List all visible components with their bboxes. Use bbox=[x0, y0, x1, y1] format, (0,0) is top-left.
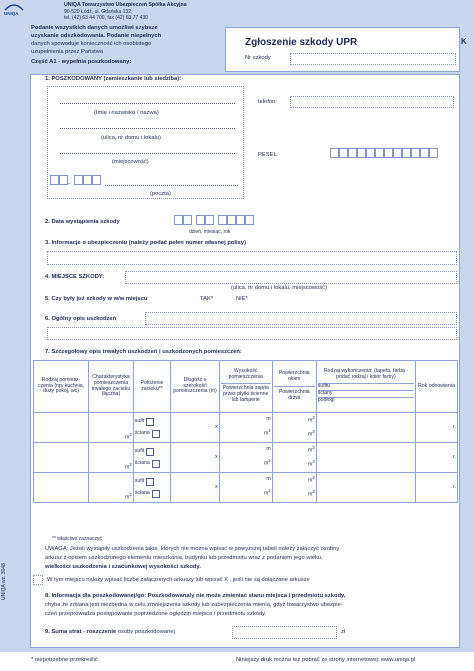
room-cell[interactable] bbox=[34, 443, 89, 473]
phone-label: telefon: bbox=[258, 99, 278, 105]
company-name: UNIQA Towarzystwo Ubezpieczeń Spółka Akcyjna bbox=[64, 2, 187, 8]
warning-line-3: wielkości uszkodzenia i szacunkowej wysokości szkody. bbox=[45, 564, 201, 570]
attachments-count-field[interactable] bbox=[33, 575, 43, 585]
date-field[interactable] bbox=[174, 215, 254, 227]
wall-checkbox[interactable] bbox=[152, 490, 160, 498]
title-box bbox=[225, 27, 460, 72]
size-cell[interactable]: x bbox=[171, 413, 220, 443]
ceiling-checkbox[interactable] bbox=[146, 478, 154, 486]
size-cell[interactable]: x bbox=[171, 473, 220, 503]
col-finish-walls: ściany bbox=[318, 391, 414, 398]
nature-cell[interactable]: $m^2$ bbox=[89, 443, 134, 473]
col-area-wall: Powierzchnia zajęta przez płytki ścienne lub lamperie bbox=[222, 385, 269, 403]
col-finish-title: Rodzaj wykończenia: (tapeta, farba - podać rodzaj i kolor farby) bbox=[318, 369, 414, 384]
loss-amount-field[interactable] bbox=[232, 626, 337, 639]
size-cell[interactable]: x bbox=[171, 443, 220, 473]
post-hint: (poczta) bbox=[150, 191, 171, 197]
year-cell[interactable]: r. bbox=[416, 413, 458, 443]
col-room: Rodzaj pomiesz-czenia (np. kuchnia, duży pokój, wc) bbox=[34, 361, 89, 413]
claim-number-label: Nr szkody bbox=[245, 55, 271, 61]
window-cell[interactable]: $m^2$ $m^2$ bbox=[272, 473, 316, 503]
location-cell[interactable]: sufit ściana bbox=[133, 443, 170, 473]
col-size: Długość x szerokość pomieszczenia (m) bbox=[171, 361, 220, 413]
window-cell[interactable]: $m^2$ $m^2$ bbox=[272, 443, 316, 473]
form-title: Zgłoszenie szkody UPR bbox=[245, 37, 358, 48]
info-line-2: chyba że zmiana jest niezbędna w celu zmniejszenia szkody lub zabezpieczenia mienia, gdyż towarzystwo ubezpie- bbox=[45, 602, 343, 608]
claim-number-field[interactable] bbox=[290, 53, 456, 65]
postal-code-field[interactable]: - bbox=[50, 175, 101, 190]
year-cell[interactable]: r. bbox=[416, 443, 458, 473]
company-phone: tel. (42) 63 44 700, fax (42) 63 77 430 bbox=[64, 15, 148, 21]
section-4-label: 4. MIEJSCE SZKODY: bbox=[45, 274, 105, 280]
location-cell[interactable]: sufit ściana bbox=[133, 413, 170, 443]
table-footnote: ** właściwe zaznaczyć bbox=[52, 536, 103, 542]
ceiling-checkbox[interactable] bbox=[146, 448, 154, 456]
currency-label: zł bbox=[341, 629, 346, 635]
info-line-1: 8. Informacja dla poszkodowanej/go: Poszkodowana/y nie może zmieniać stanu miejsca i przedmiotu szkody, bbox=[45, 593, 346, 599]
company-address: 90-520 Łódź, ul. Gdańska 132, bbox=[64, 9, 133, 15]
finish-cell[interactable] bbox=[316, 413, 415, 443]
general-description-field-2[interactable] bbox=[47, 327, 457, 340]
footer-left: * niepotrzebne przekreślić bbox=[31, 657, 98, 663]
wall-checkbox[interactable] bbox=[152, 430, 160, 438]
section-3-label: 3. Informacje o ubezpieczeniu (należy podać pełen numer własnej polisy) bbox=[45, 240, 247, 246]
date-hint: dzień, miesiąc, rok bbox=[189, 229, 231, 235]
col-location: Położenie zacieku** bbox=[133, 361, 170, 413]
table-row bbox=[34, 443, 458, 473]
nature-cell[interactable]: $m^2$ bbox=[89, 413, 134, 443]
part-label: Część A1 - wypełnia poszkodowany: bbox=[31, 59, 132, 65]
street-hint: (ulica, nr domu i lokalu) bbox=[101, 135, 161, 141]
svg-text:UNIQA: UNIQA bbox=[4, 11, 19, 16]
finish-cell[interactable] bbox=[316, 473, 415, 503]
no-option[interactable]: NIE* bbox=[236, 296, 248, 302]
logo bbox=[3, 2, 25, 14]
table-row bbox=[34, 473, 458, 503]
height-cell[interactable]: m $m^2$ bbox=[219, 473, 272, 503]
place-hint: (ulica, nr domu i lokalu, miejscowość) bbox=[231, 285, 328, 291]
intro-line-3: danych spowoduje konieczność ich osobistego bbox=[31, 41, 152, 47]
table-row bbox=[34, 413, 458, 443]
warning-line-2: arkusz z opisem uszkodzonego elementu mieszkania, budynku lub przedmiotu wraz z podaniem jego wieku, bbox=[45, 555, 323, 561]
section-2-label: 2. Data wystąpienia szkody bbox=[45, 219, 120, 225]
col-finish-sufit: sufitu bbox=[318, 384, 414, 391]
wall-checkbox[interactable] bbox=[152, 460, 160, 468]
pesel-label: PESEL bbox=[258, 152, 277, 158]
ceiling-checkbox[interactable] bbox=[146, 418, 154, 426]
general-description-field[interactable] bbox=[145, 312, 457, 325]
col-window-doors bbox=[272, 361, 316, 413]
intro-line-1: Podanie wszystkich danych umożliwi szybsze bbox=[31, 25, 158, 31]
info-line-3: czeń przeprowadza postępowanie poprzedzone oględzin miejsca i przedmiotu szkody. bbox=[45, 611, 267, 617]
intro-line-2: uzyskanie odszkodowania. Podanie niepełnych bbox=[31, 33, 162, 39]
attachments-text: W tym miejscu należy wpisać liczbę załączonych arkuszy lub wpisać X , jeśli nie są dołączane arkusze bbox=[47, 577, 310, 583]
pesel-field[interactable] bbox=[330, 148, 438, 160]
height-cell[interactable]: m $m^2$ bbox=[219, 443, 272, 473]
warning-line-1: UWAGA: Jeżeli wystąpiły uszkodzenia takie, których nie można wpisać w powyższej tabeli należy załączyć osobny bbox=[45, 546, 340, 552]
form-code: UNIQA wz. 3048 bbox=[1, 563, 7, 600]
col-finish bbox=[316, 361, 415, 413]
finish-cell[interactable] bbox=[316, 443, 415, 473]
section-7-label: 7. Szczegółowy opis trwałych uszkodzeń i uszkodzonych pomieszczeń: bbox=[45, 349, 242, 355]
nature-cell[interactable]: $m^2$ bbox=[89, 473, 134, 503]
room-cell[interactable] bbox=[34, 413, 89, 443]
k-label: K bbox=[461, 37, 467, 46]
col-finish-floor: podłogi bbox=[317, 396, 335, 403]
intro-line-4: uzupełnienia przez Państwa bbox=[31, 49, 104, 55]
location-cell[interactable]: sufit ściana bbox=[133, 473, 170, 503]
footer-right: Niniejszy druk można też pobrać ze strony internetowej: www.uniqa.pl bbox=[236, 657, 416, 663]
window-cell[interactable]: $m^2$ $m^2$ bbox=[272, 413, 316, 443]
year-cell[interactable]: r. bbox=[416, 473, 458, 503]
section-5-label: 5. Czy były już szkody w w/w miejscu bbox=[45, 296, 148, 302]
col-year: Rok odnowienia bbox=[416, 361, 458, 413]
col-window: Powierzchnia okien bbox=[274, 371, 315, 387]
section-9-label: 9. Suma strat - roszczenie osoby poszkodowanej bbox=[45, 629, 175, 635]
place-field[interactable] bbox=[125, 271, 457, 284]
col-height-area bbox=[219, 361, 272, 413]
col-nature: Charakterystyka pomieszczenia trwałego zacieku (łączna) bbox=[89, 361, 134, 413]
city-hint: (miejscowość) bbox=[112, 159, 149, 165]
height-cell[interactable]: m $m^2$ bbox=[219, 413, 272, 443]
col-height: Wysokość pomieszczenia bbox=[221, 369, 271, 384]
name-hint: (Imię i nazwisko / nazwa) bbox=[94, 110, 159, 116]
policy-field[interactable] bbox=[47, 251, 457, 265]
section-6-label: 6. Ogólny opis uszkodzeń bbox=[45, 316, 117, 322]
section-1-title: 1. POSZKODOWANY (zamieszkanie lub siedziba): bbox=[45, 76, 182, 82]
damage-table bbox=[33, 360, 458, 503]
col-doors: Powierzchnia drzwi bbox=[278, 389, 310, 401]
room-cell[interactable] bbox=[34, 473, 89, 503]
phone-field[interactable] bbox=[290, 96, 454, 108]
yes-option[interactable]: TAK* bbox=[200, 296, 214, 302]
